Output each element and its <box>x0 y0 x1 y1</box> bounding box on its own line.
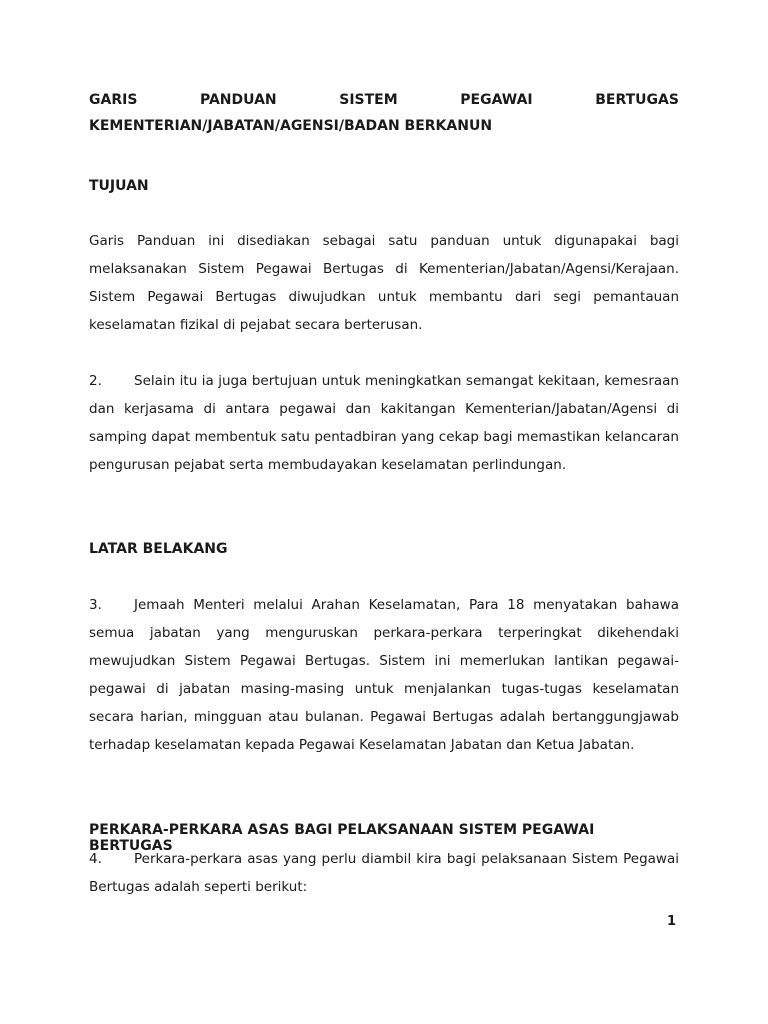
paragraph-text: Jemaah Menteri melalui Arahan Keselamatan, Para 18 menyatakan bahawa semua jabatan yang menguruskan perkara-perkara terperingkat dikehendaki mewujudkan Sistem Pegawai Bertugas. Sistem ini memerlukan lantikan pegawai-pegawai di jabatan masing-masing untuk menjalankan tugas-tugas keselamatan secara harian, mingguan atau bulanan. Pegawai Bertugas adalah bertanggungjawab terhadap keselamatan kepada Pegawai Keselamatan Jabatan dan Ketua Jabatan. <box>89 597 679 753</box>
paragraph-3 <box>89 591 679 759</box>
paragraph-number: 2. <box>89 373 102 389</box>
paragraph-4 <box>89 845 679 901</box>
paragraph-1: Garis Panduan ini disediakan sebagai satu panduan untuk digunapakai bagi melaksanakan Sistem Pegawai Bertugas di Kementerian/Jabatan/Agensi/Kerajaan. Sistem Pegawai Bertugas diwujudkan untuk membantu dari segi pemantauan keselamatan fizikal di pejabat secara berterusan. <box>89 233 679 333</box>
heading-perkara-asas: PERKARA-PERKARA ASAS BAGI PELAKSANAAN SISTEM PEGAWAI BERTUGAS <box>89 822 595 854</box>
title-word: PANDUAN <box>200 92 277 108</box>
paragraph-text: Selain itu ia juga bertujuan untuk meningkatkan semangat kekitaan, kemesraan dan kerjasama di antara pegawai dan kakitangan Kementerian/Jabatan/Agensi di samping dapat membentuk satu pentadbiran yang cekap bagi memastikan kelancaran pengurusan pejabat serta membudayakan keselamatan perlindungan. <box>89 373 679 473</box>
paragraph-text: Perkara-perkara asas yang perlu diambil kira bagi pelaksanaan Sistem Pegawai Bertugas adalah seperti berikut: <box>89 851 679 895</box>
title-word: SISTEM <box>339 92 398 108</box>
document-title <box>89 92 679 134</box>
title-line-1 <box>89 92 679 108</box>
paragraph-2 <box>89 367 679 479</box>
title-line-2: KEMENTERIAN/JABATAN/AGENSI/BADAN BERKANUN <box>89 118 493 134</box>
title-word: GARIS <box>89 92 138 108</box>
heading-latar-belakang: LATAR BELAKANG <box>89 541 228 557</box>
paragraph-number: 4. <box>89 851 102 867</box>
heading-tujuan: TUJUAN <box>89 178 149 194</box>
title-word: PEGAWAI <box>460 92 533 108</box>
paragraph-number: 3. <box>89 597 102 613</box>
page-number: 1 <box>667 914 677 929</box>
title-word: BERTUGAS <box>595 92 679 108</box>
